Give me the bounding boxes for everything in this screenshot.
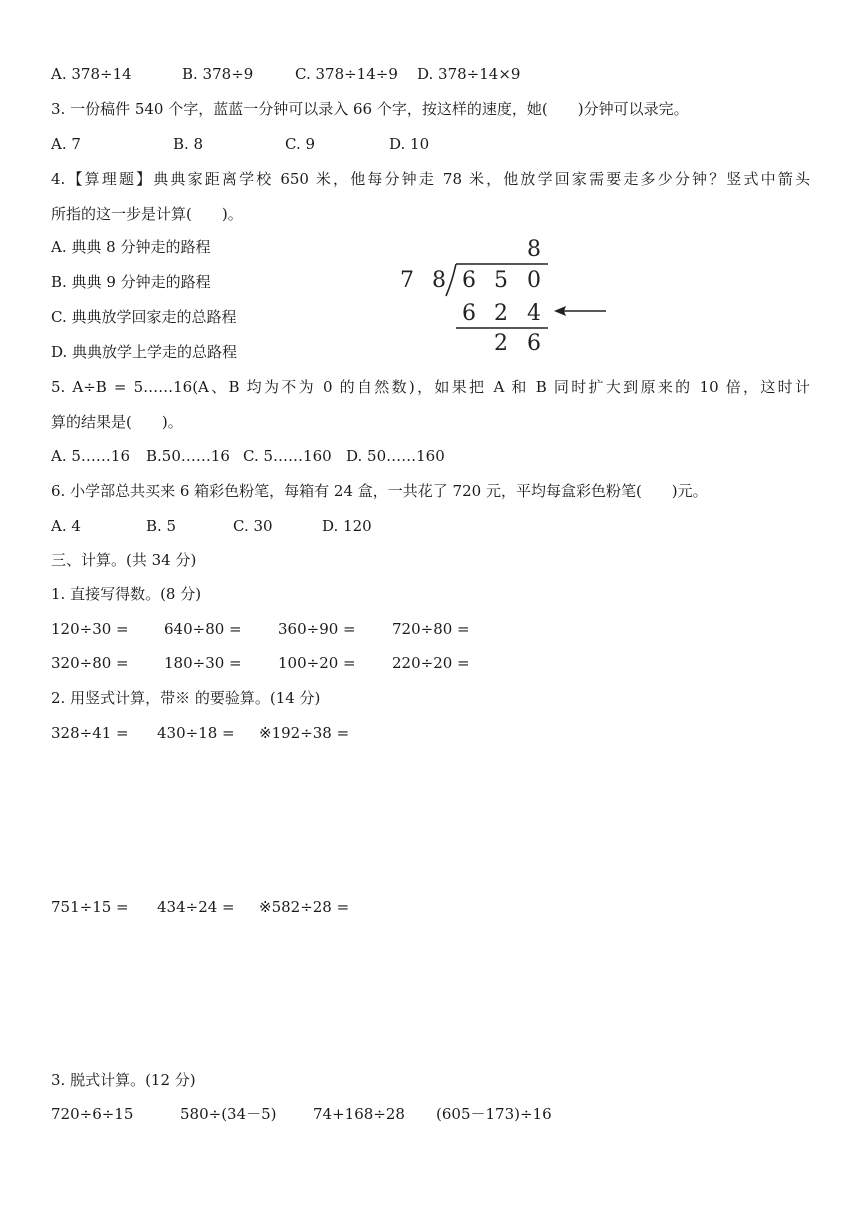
q4-text-line1: 4.【算理题】典典家距离学校 650 米，他每分钟走 78 米，他放学回家需要走多少分钟？竖式中箭头 <box>51 170 810 188</box>
q5-option-d[interactable]: D. 50……160 <box>346 447 445 465</box>
division-bracket <box>446 264 456 296</box>
stepwise-calc-item: 580÷(34－5) <box>180 1105 277 1123</box>
dividend-digit-2: 5 <box>494 268 508 293</box>
q3-option-d[interactable]: D. 10 <box>389 135 430 153</box>
vertical-calc-item: ※192÷38 = <box>259 724 350 742</box>
stepwise-calc-item: 74+168÷28 <box>313 1105 405 1123</box>
q5-option-a[interactable]: A. 5……16 <box>51 447 130 465</box>
mental-calc-item: 100÷20 = <box>278 654 356 672</box>
quotient-digit: 8 <box>527 237 541 262</box>
dividend-digit-3: 0 <box>527 268 541 293</box>
q6-option-c[interactable]: C. 30 <box>233 517 273 535</box>
divisor-digit-1: 7 <box>400 268 414 293</box>
stepwise-calc-item: (605－173)÷16 <box>436 1105 552 1123</box>
q4-option-b[interactable]: B. 典典 9 分钟走的路程 <box>51 273 211 291</box>
vertical-calc-item: ※582÷28 = <box>259 898 350 916</box>
q5-text-line2: 算的结果是( )。 <box>51 413 183 431</box>
stepwise-calc-item: 720÷6÷15 <box>51 1105 134 1123</box>
q4-option-c[interactable]: C. 典典放学回家走的总路程 <box>51 308 237 326</box>
mental-calc-item: 320÷80 = <box>51 654 129 672</box>
q2-option-d[interactable]: D. 378÷14×9 <box>417 65 521 83</box>
q4-text-line2: 所指的这一步是计算( )。 <box>51 205 243 223</box>
q6-text: 6. 小学部总共买来 6 箱彩色粉笔，每箱有 24 盒，一共花了 720 元，平均每盒彩色粉笔( )元。 <box>51 482 708 500</box>
q6-option-d[interactable]: D. 120 <box>322 517 372 535</box>
product-digit-1: 6 <box>462 301 476 326</box>
work-space-2[interactable] <box>51 925 811 1065</box>
q2-option-c[interactable]: C. 378÷14÷9 <box>295 65 398 83</box>
work-space-1[interactable] <box>51 750 811 890</box>
divisor-digit-2: 8 <box>432 268 446 293</box>
q3-option-c[interactable]: C. 9 <box>285 135 316 153</box>
part1-title: 1. 直接写得数。(8 分) <box>51 585 202 603</box>
q4-option-a[interactable]: A. 典典 8 分钟走的路程 <box>51 238 211 256</box>
dividend-digit-1: 6 <box>462 268 476 293</box>
q5-text-line1: 5. A÷B = 5……16(A、B 均为不为 0 的自然数)，如果把 A 和 B 同时扩大到原来的 10 倍，这时计 <box>51 378 810 396</box>
long-division-figure <box>396 234 616 358</box>
mental-calc-item: 360÷90 = <box>278 620 356 638</box>
product-digit-2: 2 <box>494 301 508 326</box>
part2-title: 2. 用竖式计算，带※ 的要验算。(14 分) <box>51 689 321 707</box>
q6-option-a[interactable]: A. 4 <box>51 517 81 535</box>
q2-option-b[interactable]: B. 378÷9 <box>182 65 254 83</box>
mental-calc-item: 640÷80 = <box>164 620 242 638</box>
long-division-svg <box>396 234 616 358</box>
mental-calc-item: 180÷30 = <box>164 654 242 672</box>
vertical-calc-item: 434÷24 = <box>157 898 235 916</box>
vertical-calc-item: 328÷41 = <box>51 724 129 742</box>
vertical-calc-item: 751÷15 = <box>51 898 129 916</box>
q2-option-a[interactable]: A. 378÷14 <box>51 65 132 83</box>
q5-option-b[interactable]: B.50……16 <box>146 447 230 465</box>
mental-calc-item: 120÷30 = <box>51 620 129 638</box>
q5-option-c[interactable]: C. 5……160 <box>243 447 332 465</box>
q3-option-b[interactable]: B. 8 <box>173 135 204 153</box>
section3-title: 三、计算。(共 34 分) <box>51 551 197 569</box>
work-space-3[interactable] <box>51 1130 811 1210</box>
vertical-calc-item: 430÷18 = <box>157 724 235 742</box>
product-digit-3: 4 <box>527 301 541 326</box>
part3-title: 3. 脱式计算。(12 分) <box>51 1071 196 1089</box>
mental-calc-item: 720÷80 = <box>392 620 470 638</box>
remainder-digit-1: 2 <box>494 331 508 356</box>
mental-calc-item: 220÷20 = <box>392 654 470 672</box>
q3-text: 3. 一份稿件 540 个字，蓝蓝一分钟可以录入 66 个字，按这样的速度，她( )分钟可以录完。 <box>51 100 689 118</box>
q3-option-a[interactable]: A. 7 <box>51 135 81 153</box>
q4-option-d[interactable]: D. 典典放学上学走的总路程 <box>51 343 238 361</box>
remainder-digit-2: 6 <box>527 331 541 356</box>
q6-option-b[interactable]: B. 5 <box>146 517 177 535</box>
arrow-icon <box>554 306 606 316</box>
